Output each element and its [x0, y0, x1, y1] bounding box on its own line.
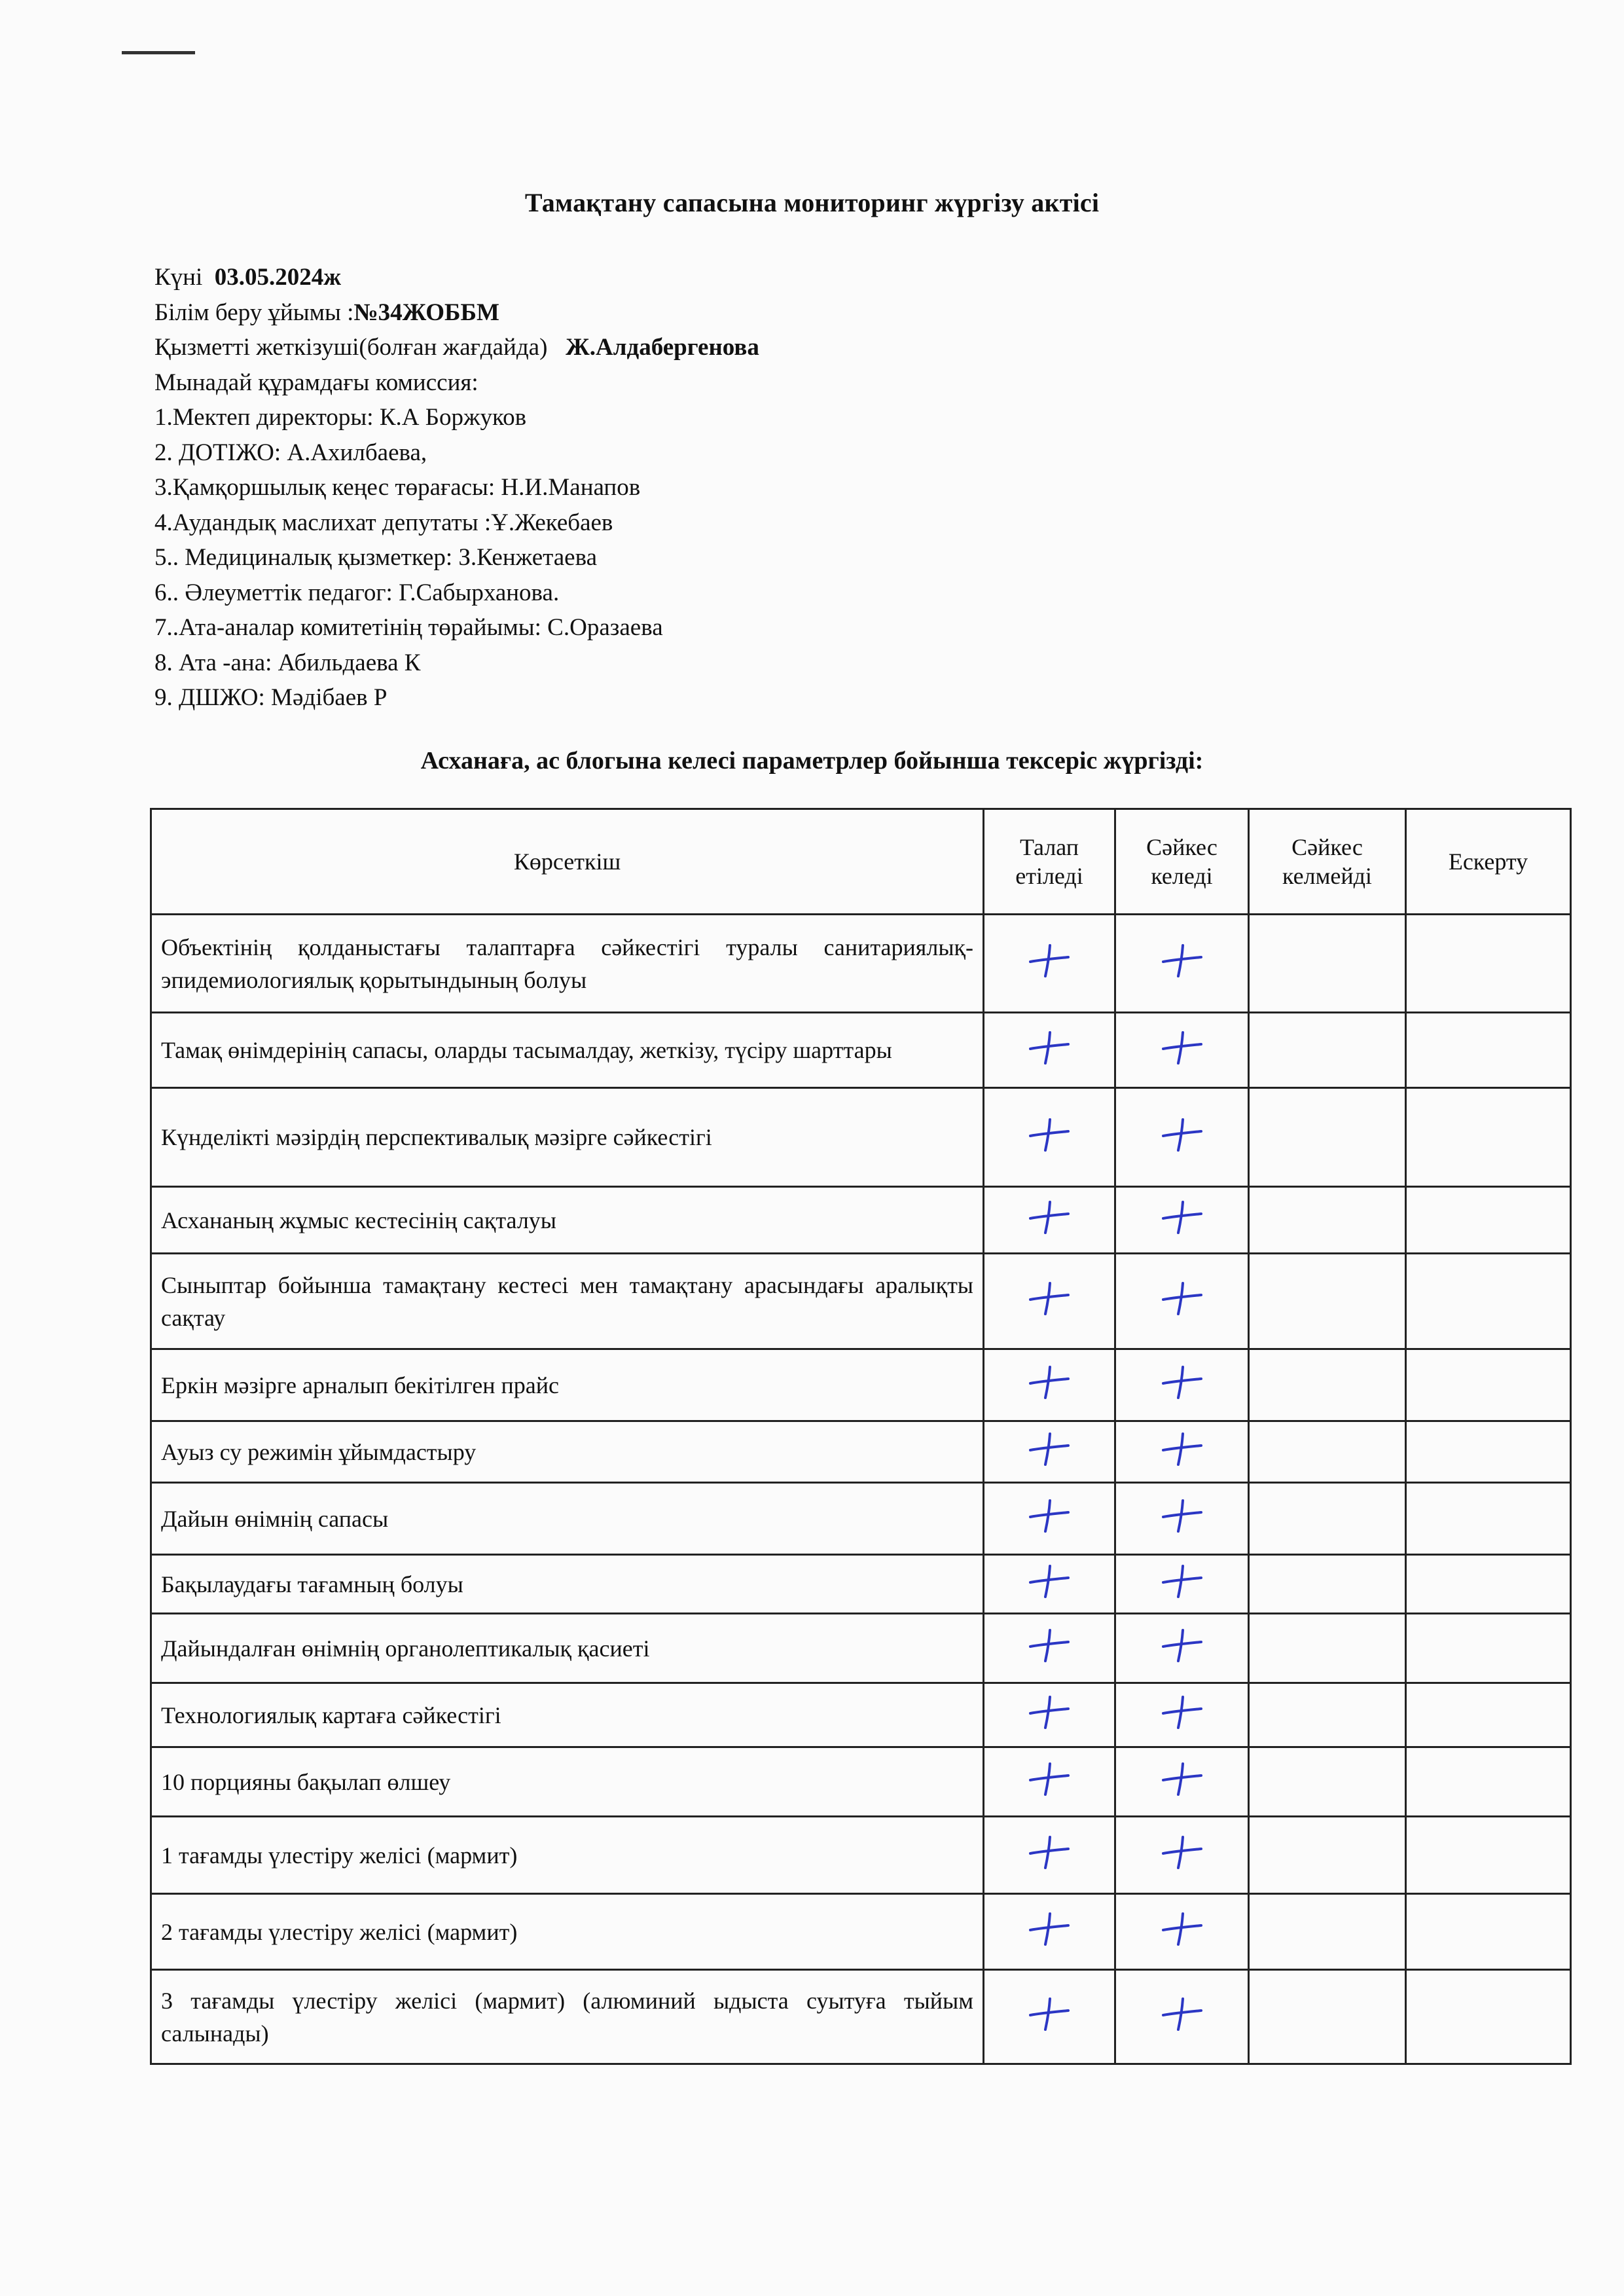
indicator-cell: Дайындалған өнімнің органолептикалық қасиеті	[151, 1614, 984, 1683]
compliant-cell	[1115, 1747, 1249, 1817]
organization-label: Білім беру ұйымы :	[154, 299, 354, 326]
indicator-cell: Еркін мәзірге арналып бекітілген прайс	[151, 1349, 984, 1421]
commission-member: 3.Қамқоршылық кеңес төрағасы: Н.И.Манапов	[154, 474, 641, 501]
compliant-cell	[1115, 1088, 1249, 1187]
handwritten-plus-mark	[1159, 1116, 1205, 1153]
indicator-cell: Ауыз су режимін ұйымдастыру	[151, 1421, 984, 1483]
handwritten-plus-mark	[1026, 1627, 1072, 1664]
required-cell	[984, 1555, 1115, 1614]
commission-member: 9. ДШЖО: Мәдібаев Р	[154, 684, 388, 711]
commission-label: Мынадай құрамдағы комиссия:	[154, 369, 478, 396]
header-required: Талап етіледі	[984, 809, 1115, 915]
compliant-cell	[1115, 1254, 1249, 1349]
required-cell	[984, 1683, 1115, 1747]
handwritten-plus-mark	[1026, 1694, 1072, 1730]
handwritten-plus-mark	[1159, 942, 1205, 979]
compliant-cell	[1115, 915, 1249, 1013]
note-cell	[1406, 1555, 1571, 1614]
required-cell	[984, 1088, 1115, 1187]
table-row	[151, 1614, 1571, 1683]
table-header-row	[151, 809, 1571, 915]
required-cell	[984, 1614, 1115, 1683]
handwritten-plus-mark	[1026, 1364, 1072, 1400]
noncompliant-cell	[1249, 1483, 1406, 1555]
handwritten-plus-mark	[1026, 1834, 1072, 1870]
indicator-cell: Тамақ өнімдерінің сапасы, оларды тасымалдау, жеткізу, түсіру шарттары	[151, 1013, 984, 1088]
table-row	[151, 1254, 1571, 1349]
noncompliant-cell	[1249, 1088, 1406, 1187]
handwritten-plus-mark	[1159, 1694, 1205, 1730]
handwritten-plus-mark	[1026, 1430, 1072, 1467]
required-cell	[984, 1970, 1115, 2064]
handwritten-plus-mark	[1026, 1497, 1072, 1534]
table-row	[151, 1421, 1571, 1483]
noncompliant-cell	[1249, 1421, 1406, 1483]
note-cell	[1406, 1817, 1571, 1894]
noncompliant-cell	[1249, 1187, 1406, 1254]
table-row	[151, 1349, 1571, 1421]
compliant-cell	[1115, 1013, 1249, 1088]
note-cell	[1406, 1088, 1571, 1187]
required-cell	[984, 915, 1115, 1013]
table-row	[151, 1555, 1571, 1614]
table-row	[151, 1817, 1571, 1894]
handwritten-plus-mark	[1026, 1199, 1072, 1235]
handwritten-plus-mark	[1159, 1199, 1205, 1235]
handwritten-plus-mark	[1026, 1116, 1072, 1153]
table-row	[151, 1187, 1571, 1254]
required-cell	[984, 1747, 1115, 1817]
commission-member: 1.Мектеп директоры: К.А Боржуков	[154, 404, 527, 431]
note-cell	[1406, 1254, 1571, 1349]
inspection-table	[150, 808, 1572, 2065]
date-value: 03.05.2024ж	[214, 264, 342, 291]
note-cell	[1406, 1187, 1571, 1254]
commission-member: 8. Ата -ана: Абильдаева К	[154, 649, 421, 676]
required-cell	[984, 1483, 1115, 1555]
handwritten-plus-mark	[1026, 1760, 1072, 1797]
document-title: Тамақтану сапасына мониторинг жүргізу актісі	[524, 188, 1100, 217]
commission-member: 7..Ата-аналар комитетінің төрайымы: С.Оразаева	[154, 614, 663, 641]
supplier-line	[154, 330, 759, 365]
compliant-cell	[1115, 1970, 1249, 2064]
compliant-cell	[1115, 1483, 1249, 1555]
handwritten-plus-mark	[1159, 1497, 1205, 1534]
header-indicator: Көрсеткіш	[151, 809, 984, 915]
page-corner-mark	[122, 51, 195, 54]
noncompliant-cell	[1249, 1894, 1406, 1970]
indicator-cell: 1 тағамды үлестіру желісі (мармит)	[151, 1817, 984, 1894]
header-noncompliant: Сәйкес келмейді	[1249, 809, 1406, 915]
note-cell	[1406, 1894, 1571, 1970]
table-row	[151, 1483, 1571, 1555]
indicator-cell: 2 тағамды үлестіру желісі (мармит)	[151, 1894, 984, 1970]
noncompliant-cell	[1249, 1555, 1406, 1614]
table-row	[151, 1894, 1571, 1970]
handwritten-plus-mark	[1159, 1995, 1205, 2032]
note-cell	[1406, 1747, 1571, 1817]
table-row	[151, 1970, 1571, 2064]
compliant-cell	[1115, 1817, 1249, 1894]
header-info	[154, 260, 759, 716]
date-label: Күні	[154, 264, 203, 291]
noncompliant-cell	[1249, 1817, 1406, 1894]
indicator-cell: Технологиялық картаға сәйкестігі	[151, 1683, 984, 1747]
handwritten-plus-mark	[1026, 1995, 1072, 2032]
commission-member: 5.. Медициналық қызметкер: З.Кенжетаева	[154, 544, 598, 571]
commission-member: 4.Аудандық маслихат депутаты :Ұ.Жекебаев	[154, 509, 613, 536]
handwritten-plus-mark	[1026, 1280, 1072, 1317]
table-body	[151, 915, 1571, 2064]
compliant-cell	[1115, 1349, 1249, 1421]
compliant-cell	[1115, 1614, 1249, 1683]
supplier-label: Қызметті жеткізуші(болған жағдайда)	[154, 334, 548, 361]
handwritten-plus-mark	[1159, 1910, 1205, 1947]
indicator-cell: 10 порцияны бақылап өлшеу	[151, 1747, 984, 1817]
indicator-cell: Асхананың жұмыс кестесінің сақталуы	[151, 1187, 984, 1254]
table-row	[151, 1013, 1571, 1088]
table-row	[151, 1683, 1571, 1747]
note-cell	[1406, 915, 1571, 1013]
handwritten-plus-mark	[1026, 1910, 1072, 1947]
compliant-cell	[1115, 1894, 1249, 1970]
indicator-cell: Бақылаудағы тағамның болуы	[151, 1555, 984, 1614]
date-line	[154, 260, 759, 295]
compliant-cell	[1115, 1187, 1249, 1254]
table-title: Асханаға, ас блогына келесі параметрлер бойынша тексеріс жүргізді:	[420, 747, 1204, 774]
note-cell	[1406, 1483, 1571, 1555]
required-cell	[984, 1894, 1115, 1970]
noncompliant-cell	[1249, 1013, 1406, 1088]
indicator-cell: Күнделікті мәзірдің перспективалық мәзірге сәйкестігі	[151, 1088, 984, 1187]
organization-value: №34ЖОББМ	[353, 299, 499, 326]
required-cell	[984, 1349, 1115, 1421]
required-cell	[984, 1421, 1115, 1483]
table-row	[151, 1088, 1571, 1187]
required-cell	[984, 1817, 1115, 1894]
noncompliant-cell	[1249, 1614, 1406, 1683]
handwritten-plus-mark	[1159, 1029, 1205, 1066]
required-cell	[984, 1187, 1115, 1254]
note-cell	[1406, 1683, 1571, 1747]
table-row	[151, 1747, 1571, 1817]
compliant-cell	[1115, 1555, 1249, 1614]
handwritten-plus-mark	[1159, 1280, 1205, 1317]
commission-member: 6.. Әлеуметтік педагог: Г.Сабырханова.	[154, 579, 560, 606]
handwritten-plus-mark	[1159, 1834, 1205, 1870]
handwritten-plus-mark	[1159, 1760, 1205, 1797]
handwritten-plus-mark	[1159, 1627, 1205, 1664]
table-row	[151, 915, 1571, 1013]
handwritten-plus-mark	[1159, 1563, 1205, 1599]
indicator-cell: Сыныптар бойынша тамақтану кестесі мен тамақтану арасындағы аралықты сақтау	[151, 1254, 984, 1349]
noncompliant-cell	[1249, 1747, 1406, 1817]
required-cell	[984, 1254, 1115, 1349]
compliant-cell	[1115, 1683, 1249, 1747]
note-cell	[1406, 1349, 1571, 1421]
handwritten-plus-mark	[1159, 1364, 1205, 1400]
note-cell	[1406, 1421, 1571, 1483]
note-cell	[1406, 1614, 1571, 1683]
organization-line	[154, 295, 759, 331]
noncompliant-cell	[1249, 1970, 1406, 2064]
note-cell	[1406, 1013, 1571, 1088]
supplier-value: Ж.Алдабергенова	[566, 334, 759, 361]
note-cell	[1406, 1970, 1571, 2064]
commission-member: 2. ДОТІЖО: А.Ахилбаева,	[154, 439, 427, 466]
noncompliant-cell	[1249, 915, 1406, 1013]
handwritten-plus-mark	[1026, 942, 1072, 979]
handwritten-plus-mark	[1159, 1430, 1205, 1467]
handwritten-plus-mark	[1026, 1563, 1072, 1599]
required-cell	[984, 1013, 1115, 1088]
indicator-cell: Дайын өнімнің сапасы	[151, 1483, 984, 1555]
header-compliant: Сәйкес келеді	[1115, 809, 1249, 915]
indicator-cell: 3 тағамды үлестіру желісі (мармит) (алюминий ыдыста суытуға тыйым салынады)	[151, 1970, 984, 2064]
header-note: Ескерту	[1406, 809, 1571, 915]
noncompliant-cell	[1249, 1683, 1406, 1747]
noncompliant-cell	[1249, 1254, 1406, 1349]
compliant-cell	[1115, 1421, 1249, 1483]
handwritten-plus-mark	[1026, 1029, 1072, 1066]
noncompliant-cell	[1249, 1349, 1406, 1421]
indicator-cell: Объектінің қолданыстағы талаптарға сәйкестігі туралы санитариялық-эпидемиологиялық қорытындының болуы	[151, 915, 984, 1013]
